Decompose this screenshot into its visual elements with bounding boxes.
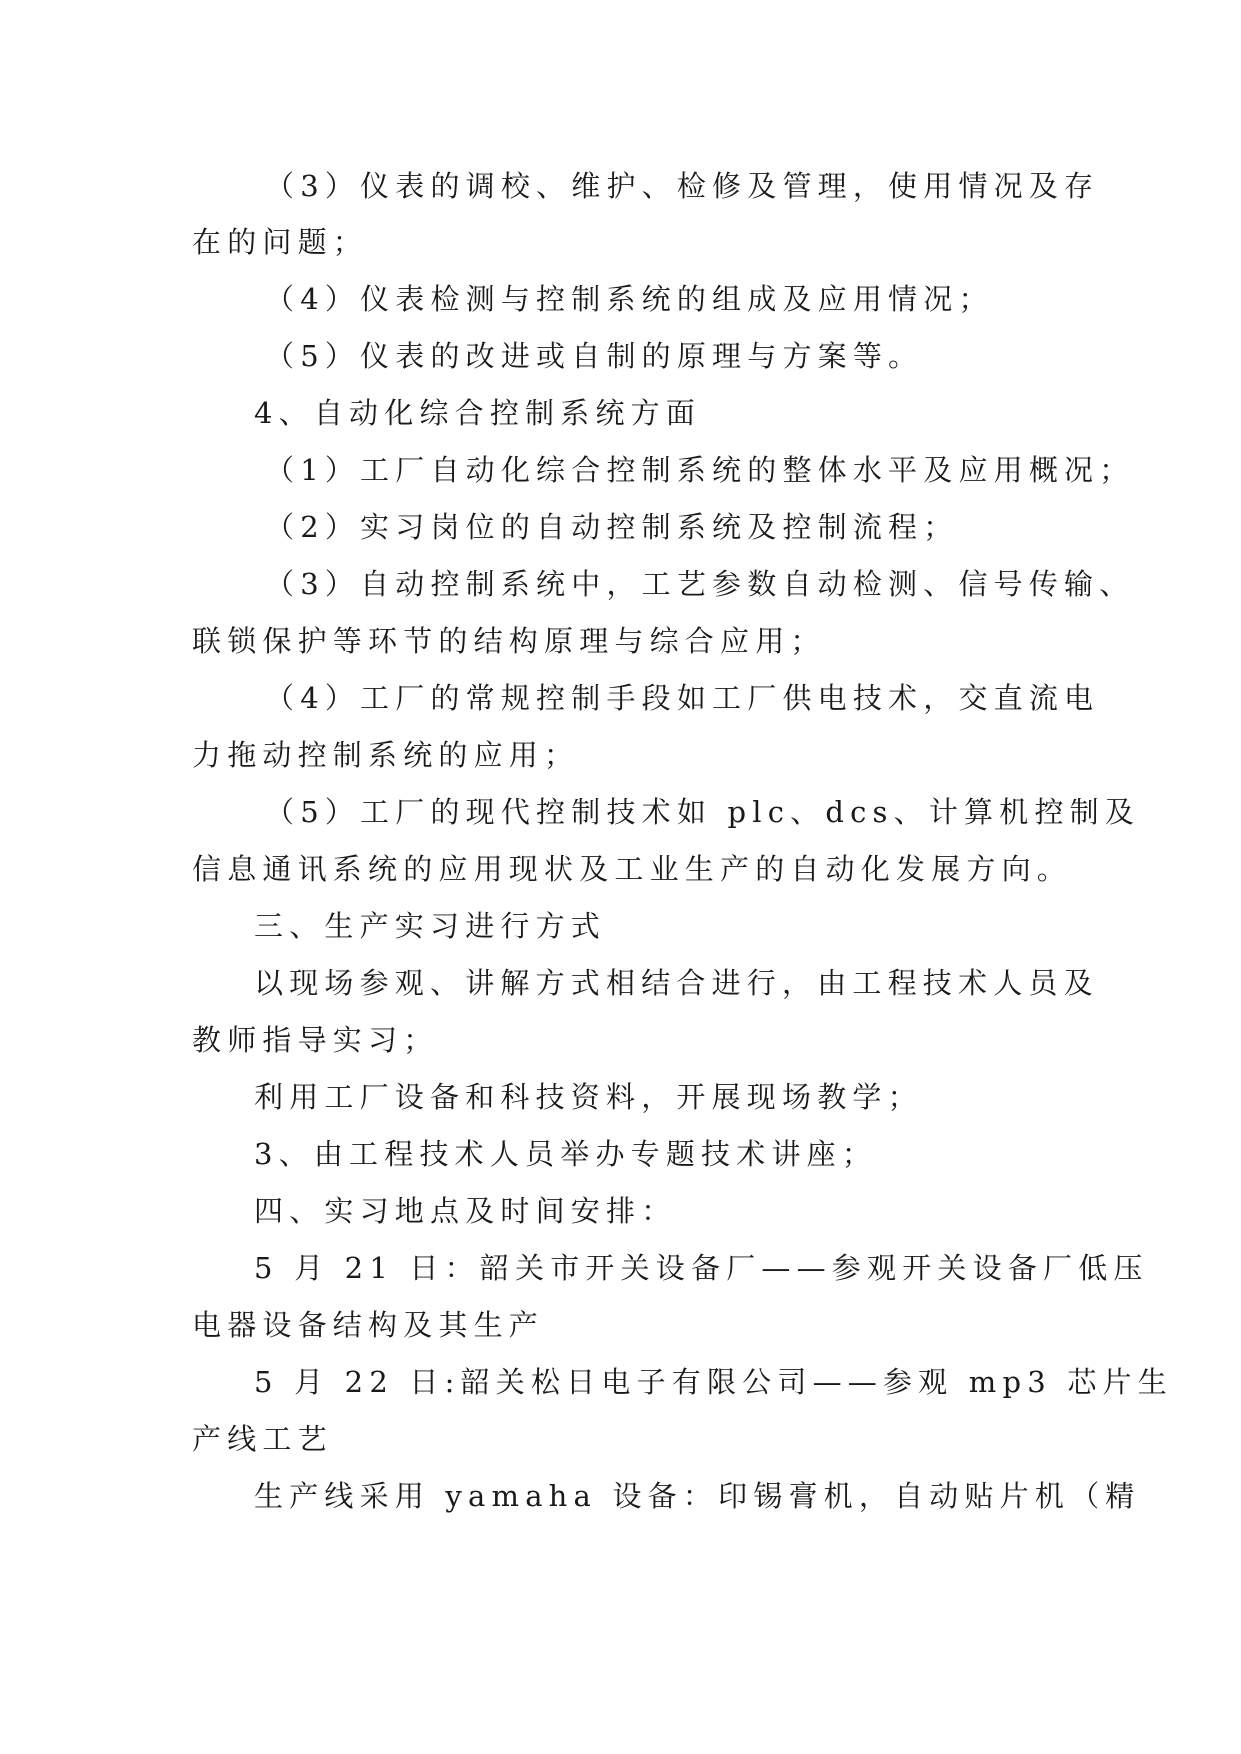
text-line: 联锁保护等环节的结构原理与综合应用； bbox=[192, 624, 826, 658]
text-line: 信息通讯系统的应用现状及工业生产的自动化发展方向。 bbox=[192, 852, 1073, 886]
text-line: （5）工厂的现代控制技术如 plc、dcs、计算机控制及 bbox=[265, 795, 1141, 829]
text-line: 在的问题； bbox=[192, 225, 369, 259]
section-heading: 三、生产实习进行方式 bbox=[254, 909, 607, 943]
text-line: 利用工厂设备和科技资料，开展现场教学； bbox=[254, 1080, 923, 1114]
text-line: （1）工厂自动化综合控制系统的整体水平及应用概况； bbox=[265, 453, 1135, 487]
text-line: 产线工艺 bbox=[192, 1422, 333, 1456]
text-line: 5 月 21 日：韶关市开关设备厂——参观开关设备厂低压 bbox=[254, 1251, 1149, 1285]
section-heading: 4、自动化综合控制系统方面 bbox=[254, 396, 702, 430]
text-line: 电器设备结构及其生产 bbox=[192, 1308, 545, 1342]
text-line: （5）仪表的改进或自制的原理与方案等。 bbox=[265, 339, 924, 373]
text-line: 教师指导实习； bbox=[192, 1023, 439, 1057]
section-heading: 四、实习地点及时间安排： bbox=[254, 1194, 677, 1228]
text-line: （3）自动控制系统中，工艺参数自动检测、信号传输、 bbox=[265, 567, 1135, 601]
text-line: （4）工厂的常规控制手段如工厂供电技术，交直流电 bbox=[265, 681, 1100, 715]
text-line: （4）仪表检测与控制系统的组成及应用情况； bbox=[265, 282, 994, 316]
text-line: 生产线采用 yamaha 设备：印锡膏机，自动贴片机（精 bbox=[254, 1479, 1141, 1513]
text-line: 3、由工程技术人员举办专题技术讲座； bbox=[254, 1137, 878, 1171]
text-line: 5 月 22 日:韶关松日电子有限公司——参观 mp3 芯片生 bbox=[254, 1365, 1173, 1399]
text-line: 力拖动控制系统的应用； bbox=[192, 738, 580, 772]
text-line: 以现场参观、讲解方式相结合进行，由工程技术人员及 bbox=[254, 966, 1099, 1000]
text-line: （3）仪表的调校、维护、检修及管理，使用情况及存 bbox=[265, 169, 1100, 203]
text-line: （2）实习岗位的自动控制系统及控制流程； bbox=[265, 510, 959, 544]
